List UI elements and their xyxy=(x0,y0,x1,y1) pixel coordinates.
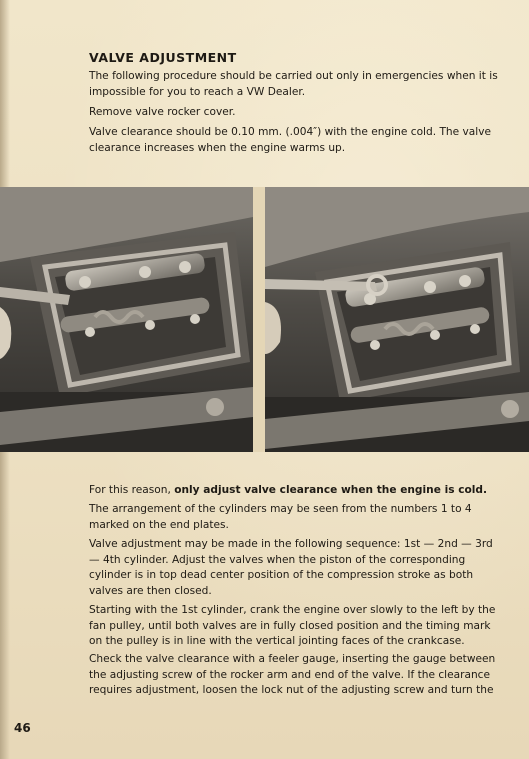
paragraph-cylinder-arrangement: The arrangement of the cylinders may be seen from the numbers 1 to 4 marked on the end plates. xyxy=(89,503,472,531)
paragraph-cold-engine xyxy=(89,483,503,499)
clearance-paragraph xyxy=(89,125,503,156)
sequence-paragraph xyxy=(89,537,503,599)
cold-engine-intro: For this reason, xyxy=(89,484,175,496)
photo-strip xyxy=(0,187,529,452)
paragraph-remove-cover: Remove valve rocker cover. xyxy=(89,106,236,118)
engine-photo-illustration-right xyxy=(265,187,529,452)
paragraph-emergency: The following procedure should be carried out only in emergencies when it is impossible for you to reach a VW Dealer. xyxy=(89,70,498,98)
paragraph-feeler-gauge: Check the valve clearance with a feeler gauge, inserting the gauge between the adjusting screw of the rocker arm and end of the valve. If the clearance requires adjustment, loosen the lock nut of the adjusting screw and turn the xyxy=(89,653,496,696)
cold-engine-paragraph xyxy=(89,483,503,499)
step-paragraph xyxy=(89,105,503,121)
feeler-gauge-paragraph xyxy=(89,652,503,699)
crank-paragraph xyxy=(89,603,503,650)
section-heading: VALVE ADJUSTMENT xyxy=(89,50,237,65)
arrangement-paragraph xyxy=(89,502,503,533)
paragraph-clearance-spec: Valve clearance should be 0.10 mm. (.004″) with the engine cold. The valve clearance increases when the engine warms up. xyxy=(89,126,492,154)
paragraph-adjustment-sequence: Valve adjustment may be made in the following sequence: 1st — 2nd — 3rd — 4th cylinder. Adjust the valves when the piston of the corresponding cylinder is in top dead center position of the compression stroke as both valves are then closed. xyxy=(89,538,493,597)
paragraph-crank-engine: Starting with the 1st cylinder, crank the engine over slowly to the left by the fan pulley, until both valves are in fully closed position and the timing mark on the pulley is in line with the vertical jointing faces of the crankcase. xyxy=(89,604,496,647)
page-number: 46 xyxy=(14,721,31,735)
photo-valve-rocker-right xyxy=(265,187,529,452)
intro-paragraph xyxy=(89,69,503,100)
photo-valve-rocker-left xyxy=(0,187,253,452)
cold-engine-emphasis: only adjust valve clearance when the engine is cold. xyxy=(174,484,487,496)
engine-photo-illustration-left xyxy=(0,187,253,452)
